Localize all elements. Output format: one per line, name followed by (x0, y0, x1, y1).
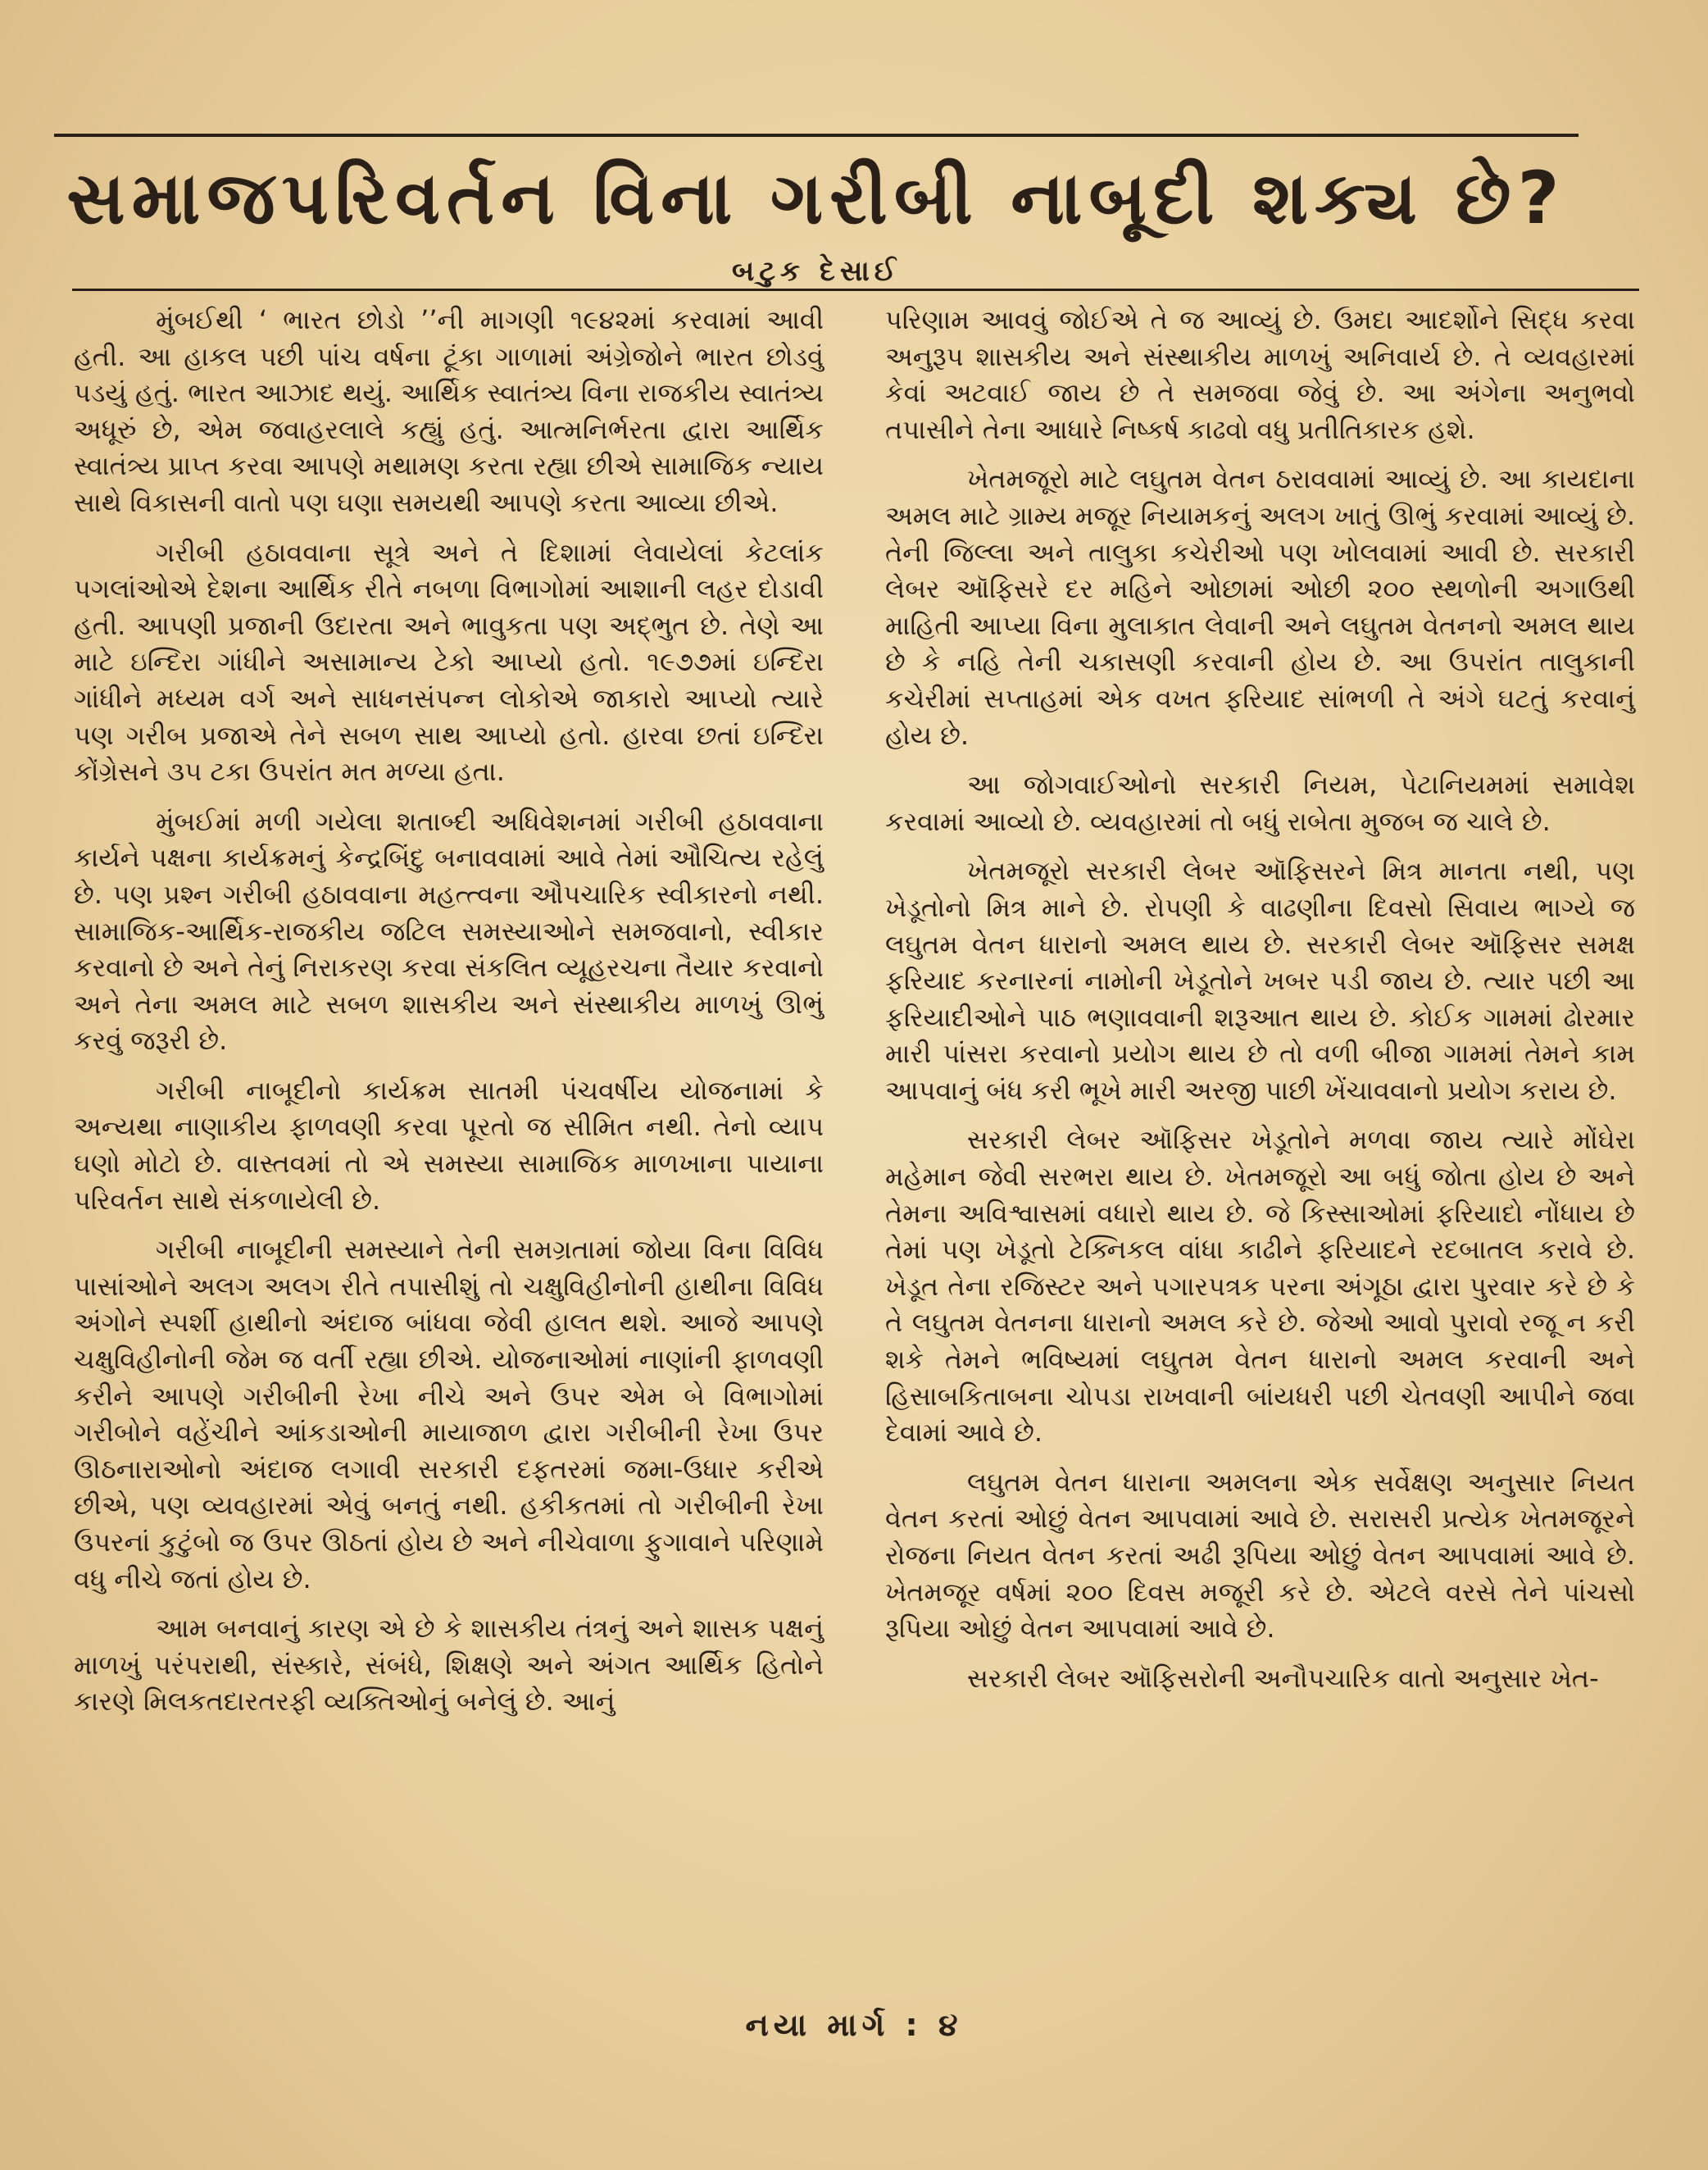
paragraph: સરકારી લેબર ઑફિસર ખેડૂતોને મળવા જાય ત્યારે મોંઘેરા મહેમાન જેવી સરભરા થાય છે. ખેતમજૂરો આ બધું જોતા હોય છે અને તેમના અવિશ્વાસમાં વધારો થાય છે. જે કિસ્સાઓમાં ફરિયાદો નોંધાય છે તેમાં પણ ખેડૂતો ટેક્નિકલ વાંધા કાઢીને ફરિયાદને રદબાતલ કરાવે છે. ખેડૂત તેના રજિસ્ટર અને પગારપત્રક પરના અંગૂઠા દ્વારા પુરવાર કરે છે કે તે લઘુતમ વેતનના ધારાનો અમલ કરે છે. જેઓ આવો પુરાવો રજૂ ન કરી શકે તેમને ભવિષ્યમાં લઘુતમ વેતન ધારાનો અમલ કરવાની અને હિસાબકિતાબના ચોપડા રાખવાની બાંયધરી પછી ચેતવણી આપીને જવા દેવામાં આવે છે. (885, 1124, 1635, 1449)
right-column (885, 302, 1635, 1709)
left-column (74, 302, 824, 1733)
article-title: સમાજપરિવર્તન વિના ગરીબી નાબૂદી શક્ય છે? (66, 156, 1566, 240)
paragraph: લઘુતમ વેતન ધારાના અમલના એક સર્વેક્ષણ અનુસાર નિયત વેતન કરતાં ઓછું વેતન આપવામાં આવે છે. સરાસરી પ્રત્યેક ખેતમજૂરને રોજના નિયત વેતન કરતાં અઢી રૂપિયા ઓછું વેતન આપવામાં આવે છે. ખેતમજૂર વર્ષમાં ૨૦૦ દિવસ મજૂરી કરે છે. એટલે વરસે તેને પાંચસો રૂપિયા ઓછું વેતન આપવામાં આવે છે. (885, 1466, 1635, 1645)
paragraph: મુંબઈમાં મળી ગયેલા શતાબ્દી અધિવેશનમાં ગરીબી હઠાવવાના કાર્યને પક્ષના કાર્યક્રમનું કેન્દ્રબિંદુ બનાવવામાં આવે તેમાં ઔચિત્ય રહેલું છે. પણ પ્રશ્ન ગરીબી હઠાવવાના મહત્ત્વના ઔપચારિક સ્વીકારનો નથી. સામાજિક-આર્થિક-રાજકીય જટિલ સમસ્યાઓને સમજવાનો, સ્વીકાર કરવાનો છે અને તેનું નિરાકરણ કરવા સંકલિત વ્યૂહરચના તૈયાર કરવાનો અને તેના અમલ માટે સબળ શાસકીય અને સંસ્થાકીય માળખું ઊભું કરવું જરૂરી છે. (74, 805, 824, 1057)
title-top-rule (54, 134, 1579, 137)
paragraph: મુંબઈથી ‘ ભારત છોડો ’’ની માગણી ૧૯૪૨માં કરવામાં આવી હતી. આ હાકલ પછી પાંચ વર્ષના ટૂંકા ગાળામાં અંગ્રેજોને ભારત છોડવું પડયું હતું. ભારત આઝાદ થયું. આર્થિક સ્વાતંત્ર્ય વિના રાજકીય સ્વાતંત્ર્ય અધૂરું છે, એમ જવાહરલાલે કહ્યું હતું. આત્મનિર્ભરતા દ્વારા આર્થિક સ્વાતંત્ર્ય પ્રાપ્ત કરવા આપણે મથામણ કરતા રહ્યા છીએ સામાજિક ન્યાય સાથે વિકાસની વાતો પણ ઘણા સમયથી આપણે કરતા આવ્યા છીએ. (74, 304, 824, 518)
article-author: બટુક દેસાઈ (731, 255, 902, 288)
paragraph: ગરીબી નાબૂદીની સમસ્યાને તેની સમગ્રતામાં જોયા વિના વિવિધ પાસાંઓને અલગ અલગ રીતે તપાસીશું તો ચક્ષુવિહીનોની હાથીના વિવિધ અંગોને સ્પર્શી હાથીનો અંદાજ બાંધવા જેવી હાલત થશે. આજે આપણે ચક્ષુવિહીનોની જેમ જ વર્તી રહ્યા છીએ. યોજનાઓમાં નાણાંની ફાળવણી કરીને આપણે ગરીબીની રેખા નીચે અને ઉપર એમ બે વિભાગોમાં ગરીબોને વહેંચીને આંકડાઓની માયાજાળ દ્વારા ગરીબીની રેખા ઉપર ઊઠનારાઓનો અંદાજ લગાવી સરકારી દફતરમાં જમા-ઉધાર કરીએ છીએ, પણ વ્યવહારમાં એવું બનતું નથી. હકીકતમાં તો ગરીબીની રેખા ઉપરનાં કુટુંબો જ ઉપર ઊઠતાં હોય છે અને નીચેવાળા ફુગાવાને પરિણામે વધુ નીચે જતાં હોય છે. (74, 1234, 824, 1595)
paragraph-continued: પરિણામ આવવું જોઈએ તે જ આવ્યું છે. ઉમદા આદર્શોને સિદ્ધ કરવા અનુરૂપ શાસકીય અને સંસ્થાકીય માળખું અનિવાર્ય છે. તે વ્યવહારમાં કેવાં અટવાઈ જાય છે તે સમજવા જેવું છે. આ અંગેના અનુભવો તપાસીને તેના આધારે નિષ્કર્ષ કાઢવો વધુ પ્રતીતિકારક હશે. (885, 304, 1635, 445)
paragraph: ગરીબી નાબૂદીનો કાર્યક્રમ સાતમી પંચવર્ષીય યોજનામાં કે અન્યથા નાણાકીય ફાળવણી કરવા પૂરતો જ સીમિત નથી. તેનો વ્યાપ ઘણો મોટો છે. વાસ્તવમાં તો એ સમસ્યા સામાજિક માળખાના પાયાના પરિવર્તન સાથે સંકળાયેલી છે. (74, 1074, 824, 1216)
paragraph: ખેતમજૂરો સરકારી લેબર ઑફિસરને મિત્ર માનતા નથી, પણ ખેડૂતોનો મિત્ર માને છે. રોપણી કે વાઢણીના દિવસો સિવાય ભાગ્યે જ લઘુતમ વેતન ધારાનો અમલ થાય છે. સરકારી લેબર ઑફિસર સમક્ષ ફરિયાદ કરનારનાં નામોની ખેડૂતોને ખબર પડી જાય છે. ત્યાર પછી આ ફરિયાદીઓને પાઠ ભણાવવાની શરૂઆત થાય છે. કોઈક ગામમાં ઢોરમાર મારી પાંસરા કરવાનો પ્રયોગ થાય છે તો વળી બીજા ગામમાં તેમને કામ આપવાનું બંધ કરી ભૂખે મારી અરજી પાછી ખેંચાવવાનો પ્રયોગ કરાય છે. (885, 855, 1635, 1106)
paragraph: ખેતમજૂરો માટે લઘુતમ વેતન ઠરાવવામાં આવ્યું છે. આ કાયદાના અમલ માટે ગ્રામ્ય મજૂર નિયામકનું અલગ ખાતું ઊભું કરવામાં આવ્યું છે. તેની જિલ્લા અને તાલુકા કચેરીઓ પણ ખોલવામાં આવી છે. સરકારી લેબર ઑફિસરે દર મહિને ઓછામાં ઓછી ૨૦૦ સ્થળોની અગાઉથી માહિતી આપ્યા વિના મુલાકાત લેવાની અને લઘુતમ વેતનનો અમલ થાય છે કે નહિ તેની ચકાસણી કરવાની હોય છે. આ ઉપરાંત તાલુકાની કચેરીમાં સપ્તાહમાં એક વખત ફરિયાદ સાંભળી તે અંગે ઘટતું કરવાનું હોય છે. (885, 463, 1635, 751)
page-footer: નયા માર્ગ : ૪ (745, 2007, 963, 2043)
paragraph: આ જોગવાઈઓનો સરકારી નિયમ, પેટાનિયમમાં સમાવેશ કરવામાં આવ્યો છે. વ્યવહારમાં તો બધું રાબેતા મુજબ જ ચાલે છે. (885, 769, 1635, 837)
paragraph: આમ બનવાનું કારણ એ છે કે શાસકીય તંત્રનું અને શાસક પક્ષનું માળખું પરંપરાથી, સંસ્કારે, સંબંધે, શિક્ષણે અને અંગત આર્થિક હિતોને કારણે મિલકતદારતરફી વ્યક્તિઓનું બનેલું છે. આનું (74, 1613, 824, 1717)
paragraph: સરકારી લેબર ઑફિસરોની અનૌપચારિક વાતો અનુસાર ખેત- (967, 1662, 1599, 1694)
paragraph: ગરીબી હઠાવવાના સૂત્રે અને તે દિશામાં લેવાયેલાં કેટલાંક પગલાંઓએ દેશના આર્થિક રીતે નબળા વિભાગોમાં આશાની લહર દોડાવી હતી. આપણી પ્રજાની ઉદારતા અને ભાવુકતા પણ અદ્ભુત છે. તેણે આ માટે ઇન્દિરા ગાંધીને અસામાન્ય ટેકો આપ્યો હતો. ૧૯૭૭માં ઇન્દિરા ગાંધીને મધ્યમ વર્ગ અને સાધનસંપન્ન લોકોએ જાકારો આપ્યો ત્યારે પણ ગરીબ પ્રજાએ તેને સબળ સાથ આપ્યો હતો. હારવા છતાં ઇન્દિરા કોંગ્રેસને ૩૫ ટકા ઉપરાંત મત મળ્યા હતા. (74, 536, 824, 788)
author-rule (72, 289, 1639, 291)
